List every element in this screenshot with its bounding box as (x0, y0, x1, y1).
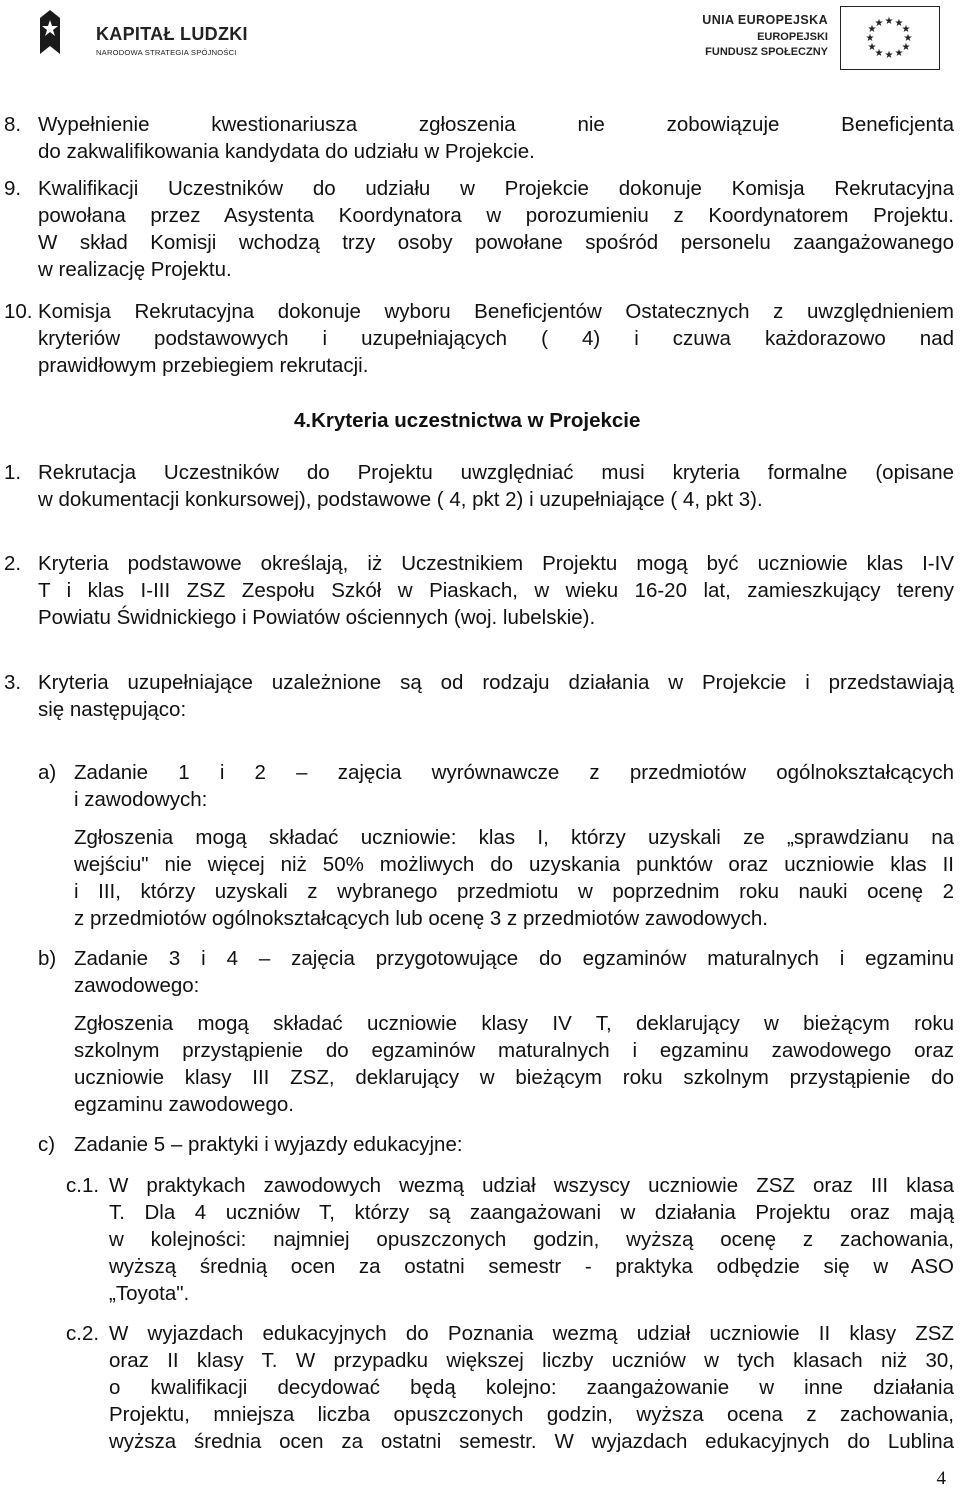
section-heading: 4.Kryteria uczestnictwa w Projekcie (294, 409, 641, 432)
text-line: wejściu" nie więcej niż 50% możliwych do uzyskania punktów oraz uczniowie klas II (74, 853, 954, 876)
svg-text:★: ★ (894, 48, 904, 59)
text-line: Komisja Rekrutacyjna dokonuje wyboru Beneficjentów Ostatecznych z uwzględnieniem (38, 300, 954, 323)
text-line: oraz II klasy T. W przypadku większej liczby uczniów w tych klasach niż 30, (109, 1349, 954, 1372)
text-line: Wypełnienie kwestionariusza zgłoszenia nie zobowiązuje Beneficjenta (38, 113, 954, 136)
text-line: W skład Komisji wchodzą trzy osoby powołane spośród personelu zaangażowanego (38, 231, 954, 254)
text-line: W wyjazdach edukacyjnych do Poznania wezmą udział uczniowie II klasy ZSZ (109, 1322, 954, 1345)
item-number: 8. (4, 113, 22, 136)
task-label: c) (38, 1133, 56, 1156)
text-line: Zadanie 3 i 4 – zajęcia przygotowujące do egzaminów maturalnych i egzaminu (74, 947, 954, 970)
kapital-ludzki-name: KAPITAŁ LUDZKI (96, 24, 248, 44)
text-line: w realizację Projektu. (38, 258, 232, 281)
text-line: prawidłowym przebiegiem rekrutacji. (38, 354, 369, 377)
eu-logo-line1: UNIA EUROPEJSKA (702, 13, 828, 27)
text-line: Kryteria podstawowe określają, iż Uczestnikiem Projektu mogą być uczniowie klas I-IV (38, 552, 954, 575)
svg-text:★: ★ (901, 42, 911, 53)
criterion-number: 1. (4, 461, 22, 484)
task-label: b) (38, 947, 57, 970)
subtask-label: c.1. (66, 1174, 100, 1197)
text-line: Zgłoszenia mogą składać uczniowie klasy IV T, deklarujący w bieżącym roku (74, 1012, 954, 1035)
text-line: wyższa średnia ocen za ostatni semestr. W wyjazdach edukacyjnych do Lublina (109, 1430, 954, 1453)
text-line: w kolejności: najmniej opuszczonych godzin, wyższą ocenę z zachowania, (109, 1228, 954, 1251)
svg-text:★: ★ (901, 24, 911, 35)
svg-text:★: ★ (874, 18, 884, 29)
text-line: Powiatu Świdnickiego i Powiatów ościennych (woj. lubelskie). (38, 606, 596, 629)
eu-flag-icon (840, 6, 940, 70)
eu-logo-line3: FUNDUSZ SPOŁECZNY (705, 46, 828, 58)
page-number: 4 (936, 1468, 946, 1489)
text-line: Zadanie 1 i 2 – zajęcia wyrównawcze z przedmiotów ogólnokształcących (74, 761, 954, 784)
text-line: „Toyota". (109, 1282, 190, 1305)
text-line: T. Dla 4 uczniów T, którzy są zaangażowani w działania Projektu oraz mają (109, 1201, 954, 1224)
text-line: i III, którzy uzyskali z wybranego przedmiotu w poprzednim roku nauki ocenę 2 (74, 880, 954, 903)
kapital-ludzki-emblem-icon (38, 10, 62, 54)
svg-text:★: ★ (884, 16, 894, 27)
item-number: 10. (4, 300, 33, 323)
text-line: Zgłoszenia mogą składać uczniowie: klas I, którzy uzyskali ze „sprawdzianu na (74, 826, 954, 849)
eu-logo-line2: EUROPEJSKI (757, 31, 828, 43)
text-line: T i klas I-III ZSZ Zespołu Szkół w Piaskach, w wieku 16-20 lat, zamieszkujący tereny (38, 579, 954, 602)
svg-text:★: ★ (903, 33, 913, 44)
criterion-number: 3. (4, 671, 22, 694)
text-line: z przedmiotów ogólnokształcących lub ocenę 3 z przedmiotów zawodowych. (74, 907, 768, 930)
text-line: uczniowie klasy III ZSZ, deklarujący w bieżącym roku szkolnym przystąpienie do (74, 1066, 954, 1089)
eu-logo (690, 4, 940, 66)
text-line: powołana przez Asystenta Koordynatora w porozumieniu z Koordynatorem Projektu. (38, 204, 954, 227)
kapital-ludzki-subtitle: NARODOWA STRATEGIA SPÓJNOŚCI (96, 48, 237, 57)
svg-text:★: ★ (867, 24, 877, 35)
text-line: się następująco: (38, 698, 187, 721)
item-number: 9. (4, 177, 22, 200)
text-line: egzaminu zawodowego. (74, 1093, 294, 1116)
svg-text:★: ★ (874, 48, 884, 59)
text-line: Zadanie 5 – praktyki i wyjazdy edukacyjne: (74, 1133, 463, 1156)
text-line: Kryteria uzupełniające uzależnione są od rodzaju działania w Projekcie i przedstawiają (38, 671, 954, 694)
text-line: kryteriów podstawowych i uzupełniających ( 4) i czuwa każdorazowo nad (38, 327, 954, 350)
svg-text:★: ★ (894, 18, 904, 29)
text-line: zawodowego: (74, 974, 200, 997)
text-line: i zawodowych: (74, 788, 208, 811)
text-line: do zakwalifikowania kandydata do udziału w Projekcie. (38, 140, 535, 163)
svg-text:★: ★ (884, 50, 894, 61)
page-header (0, 0, 960, 86)
text-line: Kwalifikacji Uczestników do udziału w Projekcie dokonuje Komisja Rekrutacyjna (38, 177, 954, 200)
svg-text:★: ★ (865, 33, 875, 44)
text-line: Rekrutacja Uczestników do Projektu uwzględniać musi kryteria formalne (opisane (38, 461, 954, 484)
text-line: o kwalifikacji decydować będą kolejno: zaangażowanie w inne działania (109, 1376, 954, 1399)
text-line: szkolnym przystąpienie do egzaminów maturalnych i egzaminu zawodowego oraz (74, 1039, 954, 1062)
text-line: w dokumentacji konkursowej), podstawowe ( 4, pkt 2) i uzupełniające ( 4, pkt 3). (38, 488, 763, 511)
criterion-number: 2. (4, 552, 22, 575)
text-line: W praktykach zawodowych wezmą udział wszyscy uczniowie ZSZ oraz III klasa (109, 1174, 954, 1197)
subtask-label: c.2. (66, 1322, 100, 1345)
kapital-ludzki-logo (38, 4, 258, 66)
text-line: Projektu, mniejsza liczba opuszczonych godzin, wyższa ocena z zachowania, (109, 1403, 954, 1426)
svg-text:★: ★ (867, 42, 877, 53)
text-line: wyższą średnią ocen za ostatni semestr - praktyka odbędzie się w ASO (109, 1255, 954, 1278)
task-label: a) (38, 761, 57, 784)
